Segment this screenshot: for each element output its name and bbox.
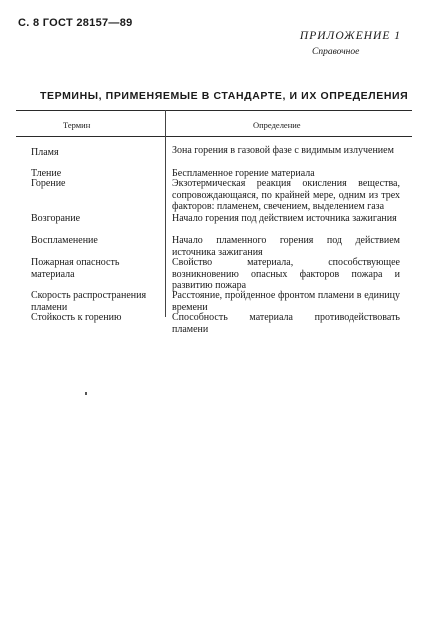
definition-cell: Начало пламенного горения под действием источника зажигания (172, 235, 400, 258)
page-header: С. 8 ГОСТ 28157—89 (18, 17, 133, 29)
definition-cell: Экзотермическая реакция окисления вещества, сопровождающаяся, по крайней мере, одним из трех факторов: пламенем, свечением, выделением газа (172, 178, 400, 212)
table-header-rule (16, 136, 412, 137)
definition-cell: Начало горения под действием источника зажигания (172, 213, 397, 224)
definition-cell: Свойство материала, способствующее возникновению опасных факторов пожара и развитию пожара (172, 257, 400, 291)
definition-cell: Зона горения в газовой фазе с видимым излучением (172, 145, 394, 156)
document-title: ТЕРМИНЫ, ПРИМЕНЯЕМЫЕ В СТАНДАРТЕ, И ИХ ОПРЕДЕЛЕНИЯ (40, 90, 409, 102)
term-cell: Пламя (31, 147, 59, 158)
header-term: Термин (63, 120, 91, 130)
term-cell: Воспламенение (31, 235, 98, 246)
column-divider (165, 110, 166, 317)
term-cell: Возгорание (31, 213, 81, 224)
term-cell: Стойкость к горению (31, 312, 122, 323)
stray-mark (85, 392, 87, 395)
definition-cell: Беспламенное горение материала (172, 168, 315, 179)
appendix-subtitle: Справочное (312, 47, 360, 57)
table-top-rule (16, 110, 412, 111)
header-definition: Определение (253, 120, 301, 130)
term-cell: Тление (31, 168, 62, 179)
definition-cell: Расстояние, пройденное фронтом пламени в единицу времени (172, 290, 400, 313)
term-cell: Горение (31, 178, 66, 189)
term-cell: Пожарная опасность материала (31, 257, 120, 280)
term-cell: Скорость распространения пламени (31, 290, 147, 313)
definition-cell: Способность материала противодействовать пламени (172, 312, 400, 335)
appendix-title: ПРИЛОЖЕНИЕ 1 (299, 30, 401, 42)
